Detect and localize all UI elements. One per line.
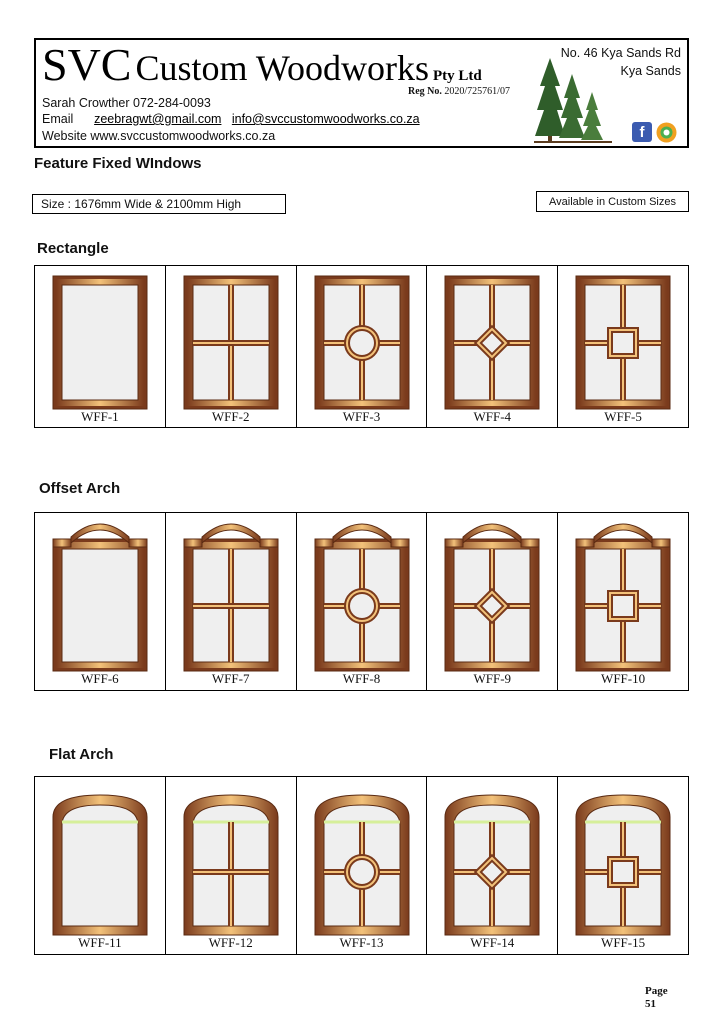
window-illustration [297,777,427,937]
window-drawing [576,524,670,671]
window-code: WFF-1 [81,409,119,424]
address-line-2: Kya Sands [620,64,681,78]
window-option-wff-5 [558,266,688,427]
pine-trees-logo [534,52,614,144]
facebook-icon[interactable]: f [632,122,652,142]
reg-label: Reg No. [408,86,442,97]
address-line-1: No. 46 Kya Sands Rd [560,46,681,60]
window-drawing [445,795,539,935]
window-option-wff-11 [35,777,166,954]
website-line[interactable]: Website www.svccustomwoodworks.co.za [42,129,276,143]
window-row-flat-arch [34,776,689,955]
window-option-wff-15 [558,777,688,954]
window-code: WFF-2 [211,409,250,424]
window-option-wff-12 [166,777,297,954]
window-illustration [427,513,557,673]
company-name-rest: Custom Woodworks [135,48,429,88]
window-illustration [35,266,165,411]
window-illustration [558,513,688,673]
window-code: WFF-11 [78,935,122,950]
window-row-rectangle [34,265,689,428]
window-drawing [445,524,539,671]
window-option-wff-2 [166,266,297,427]
window-code: WFF-4 [473,409,512,424]
window-option-wff-9 [427,513,558,690]
window-illustration [35,513,165,673]
company-name [42,38,482,91]
window-option-wff-3 [297,266,428,427]
section-title-offset-arch: Offset Arch [39,480,121,497]
email-link-2[interactable]: info@svccustomwoodworks.co.za [231,112,420,126]
window-code: WFF-3 [342,409,381,424]
window-option-wff-6 [35,513,166,690]
window-drawing [53,795,147,935]
section-title-flat-arch: Flat Arch [49,746,114,763]
custom-sizes-label: Available in Custom Sizes [536,191,689,212]
window-option-wff-14 [427,777,558,954]
window-code: WFF-5 [604,409,642,424]
email-line [42,112,420,126]
page-heading: Feature Fixed WIndows [34,155,202,172]
window-code: WFF-6 [81,671,119,686]
window-drawing [576,795,670,935]
window-illustration [166,513,296,673]
window-code: WFF-15 [601,935,646,950]
company-header [34,38,689,148]
window-code: WFF-9 [473,671,512,686]
window-illustration [558,777,688,937]
company-name-svc: SVC [42,39,132,90]
window-illustration [35,777,165,937]
page-label: Page [645,985,668,997]
contact-name: Sarah Crowther 072-284-0093 [42,96,211,110]
email-label: Email [42,112,74,126]
window-illustration [166,777,296,937]
gmail-icon[interactable] [656,122,677,143]
window-drawing [315,795,409,935]
window-illustration [558,266,688,411]
size-label: Size : 1676mm Wide & 2100mm High [32,194,286,214]
window-option-wff-13 [297,777,428,954]
window-drawing [184,276,278,409]
window-illustration [427,266,557,411]
window-option-wff-7 [166,513,297,690]
window-drawing [184,795,278,935]
window-drawing [576,276,670,409]
window-option-wff-4 [427,266,558,427]
window-drawing [53,524,147,671]
window-illustration [297,513,427,673]
company-suffix: Pty Ltd [432,68,482,84]
window-row-offset-arch [34,512,689,691]
page-number-value: 51 [645,998,656,1010]
registration-number [408,86,510,97]
reg-number: 2020/725761/07 [444,86,510,97]
section-title-rectangle: Rectangle [37,240,109,257]
window-code: WFF-7 [211,671,250,686]
window-option-wff-10 [558,513,688,690]
window-drawing [315,524,409,671]
window-option-wff-8 [297,513,428,690]
window-code: WFF-12 [208,935,253,950]
window-drawing [53,276,147,409]
window-drawing [315,276,409,409]
page-number [645,985,668,1011]
window-code: WFF-13 [339,935,384,950]
window-drawing [184,524,278,671]
email-link-1[interactable]: zeebragwt@gmail.com [94,112,222,126]
window-option-wff-1 [35,266,166,427]
window-illustration [427,777,557,937]
window-illustration [297,266,427,411]
window-code: WFF-14 [470,935,515,950]
window-drawing [445,276,539,409]
window-code: WFF-8 [342,671,381,686]
window-illustration [166,266,296,411]
window-code: WFF-10 [601,671,646,686]
